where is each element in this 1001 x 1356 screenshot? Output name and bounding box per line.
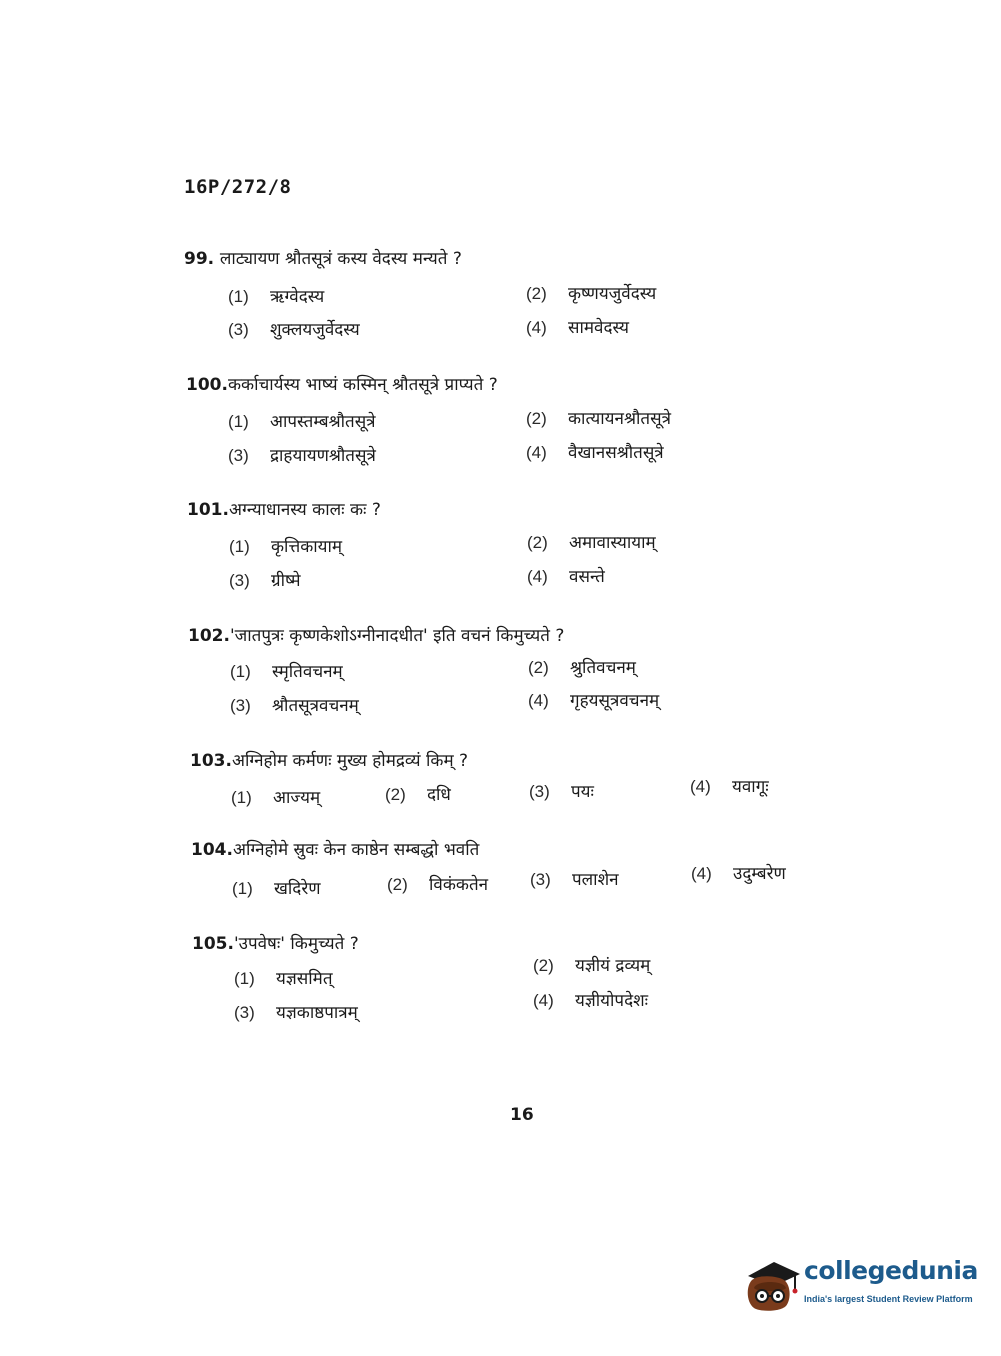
option-1: (1) आपस्तम्बश्रौतसूत्रे xyxy=(228,412,376,432)
paper-code: 16P/272/8 xyxy=(184,176,292,198)
question-105 xyxy=(192,931,359,954)
option-2: (2) श्रुतिवचनम् xyxy=(528,658,636,678)
collegedunia-watermark-logo xyxy=(740,1250,978,1314)
question-103 xyxy=(190,748,468,771)
option-4: (4) यवागूः xyxy=(690,777,769,797)
option-4: (4) वसन्ते xyxy=(527,567,605,587)
option-3: (3) पयः xyxy=(529,782,594,802)
question-102 xyxy=(188,623,564,646)
question-number: 99. xyxy=(184,249,215,269)
question-number: 102. xyxy=(188,626,230,646)
question-text: लाट्यायण श्रौतसूत्रं कस्य वेदस्य मन्यते ? xyxy=(219,249,462,269)
option-1: (1) यज्ञसमित् xyxy=(234,969,333,989)
option-2: (2) दधि xyxy=(385,785,451,805)
mascot-icon xyxy=(740,1250,802,1314)
option-2: (2) कृष्णयजुर्वेदस्य xyxy=(526,284,657,304)
question-text: 'जातपुत्रः कृष्णकेशोऽग्नीनादधीत' इति वचनं किमुच्यते ? xyxy=(229,626,565,646)
option-3: (3) श्रौतसूत्रवचनम् xyxy=(230,696,359,716)
question-number: 104. xyxy=(191,840,233,860)
question-104 xyxy=(191,837,479,860)
option-3: (3) ग्रीष्मे xyxy=(229,571,301,591)
option-1: (1) खदिरेण xyxy=(232,879,321,899)
option-3: (3) शुक्लयजुर्वेदस्य xyxy=(228,320,360,340)
option-3: (3) पलाशेन xyxy=(530,870,619,890)
option-4: (4) यज्ञीयोपदेशः xyxy=(533,991,649,1011)
option-4: (4) उदुम्बरेण xyxy=(691,864,786,884)
question-99 xyxy=(184,246,462,269)
question-number: 100. xyxy=(186,375,228,395)
page-number: 16 xyxy=(510,1105,534,1125)
option-1: (1) ऋग्वेदस्य xyxy=(228,287,325,307)
question-101 xyxy=(187,497,381,520)
question-number: 101. xyxy=(187,500,229,520)
option-1: (1) स्मृतिवचनम् xyxy=(230,662,343,682)
question-number: 103. xyxy=(190,751,232,771)
option-4: (4) सामवेदस्य xyxy=(526,318,630,338)
option-4: (4) वैखानसश्रौतसूत्रे xyxy=(526,443,664,463)
option-4: (4) गृहयसूत्रवचनम् xyxy=(528,691,660,711)
option-3: (3) द्राहयायणश्रौतसूत्रे xyxy=(228,446,376,466)
option-2: (2) विकंकतेन xyxy=(387,875,489,895)
option-2: (2) कात्यायनश्रौतसूत्रे xyxy=(526,409,671,429)
question-text: अग्न्याधानस्य कालः कः ? xyxy=(228,500,381,520)
question-text: अग्निहोम कर्मणः मुख्य होमद्रव्यं किम् ? xyxy=(231,751,469,771)
option-1: (1) आज्यम् xyxy=(231,788,321,808)
option-3: (3) यज्ञकाष्ठपात्रम् xyxy=(234,1003,358,1023)
brand-name: collegedunia xyxy=(804,1256,978,1285)
option-2: (2) यज्ञीयं द्रव्यम् xyxy=(533,956,651,976)
question-text: अग्निहोमे स्रुवः केन काष्ठेन सम्बद्धो भवति xyxy=(232,840,480,860)
option-2: (2) अमावास्यायाम् xyxy=(527,533,656,553)
option-1: (1) कृत्तिकायाम् xyxy=(229,537,343,557)
question-text: कर्काचार्यस्य भाष्यं कस्मिन् श्रौतसूत्रे प्राप्यते ? xyxy=(227,375,498,395)
question-text: 'उपवेषः' किमुच्यते ? xyxy=(233,934,359,954)
brand-tagline: India's largest Student Review Platform xyxy=(804,1294,973,1304)
question-100 xyxy=(186,372,498,395)
question-number: 105. xyxy=(192,934,234,954)
